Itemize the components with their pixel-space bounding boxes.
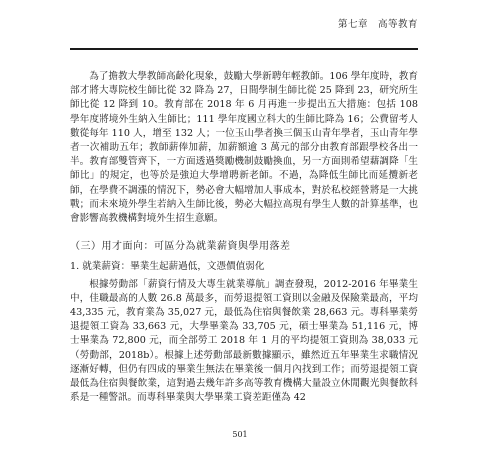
paragraph-salary-survey: 根據勞動部「薪資行情及大專生就業導航」調查發現，2012-2016 年畢業生中，佳職最高的人數 26.8 萬最多，而勞退提領工資則以金融及保險業最高，平均 43,335 元，教育業為 35,027 元，最低為住宿與餐飲業 28,663 元。專科畢業勞退提領工資為 33,663 元，大學畢業為 33,705 元，碩士畢業為 51,116 元，博士畢業為 72,800 元，而全部勞工 2018 年 1 月的平均提領工資則為 38,033 元（勞動部，2018b）。根據上述勞動部最新數據顯示，雖然近五年畢業生求職情況逐漸好轉，但仍有四成的畢業生無法在畢業後一個月內找到工作；而勞退提領工資最低為住宿與餐飲業，這對過去幾年許多高等教育機構大量設立休閒觀光與餐飲科系是一種警訊。而專科畢業與大學畢業工資差距僅為 42: [70, 278, 418, 404]
subheading-salary: 1. 就業薪資：畢業生起薪過低，文憑價值弱化: [70, 261, 265, 273]
running-header: 第七章 高等教育: [337, 19, 418, 30]
paragraph-teacher-aging: 為了擔教大學教師高齡化現象，鼓勵大學新聘年輕教師。106 學年度時，教育部才將大專院校生師比從 32 降為 27，日間學制生師比從 25 降到 23，研究所生師比從 12 降到 10。教育部在 2018 年 6 月再進一步提出五大措施：包括 108 學年度將境外生納入生師比；111 學年度國立科大的生師比降為 16；公費留考人數從每年 110 人，增至 132 人；一位玉山學者換三個玉山青年學者，玉山青年學者一次補助五年；教師薪俸加薪，加薪額逾 3 萬元的部分由教育部跟學校各出一半。教育部雙管齊下，一方面透過獎勵機制鼓勵換血，另一方面則希望藉調降「生師比」的規定，也等於是強迫大學增聘新老師。不過，為降低生師比而延攬新老師，在學費不調漲的情況下，勢必會大幅增加人事成本，對於私校經營將是一大挑戰；而未來境外學生若納入生師比後，勢必大幅拉高現有學生人數的計算基準，也會影響高教機構對境外生招生意願。: [70, 71, 418, 225]
page-body: [70, 70, 418, 405]
header-rule: [70, 48, 418, 50]
section-heading: （三）用才面向：可區分為就業薪資與學用落差: [70, 241, 291, 253]
page-number: 501: [232, 430, 248, 439]
